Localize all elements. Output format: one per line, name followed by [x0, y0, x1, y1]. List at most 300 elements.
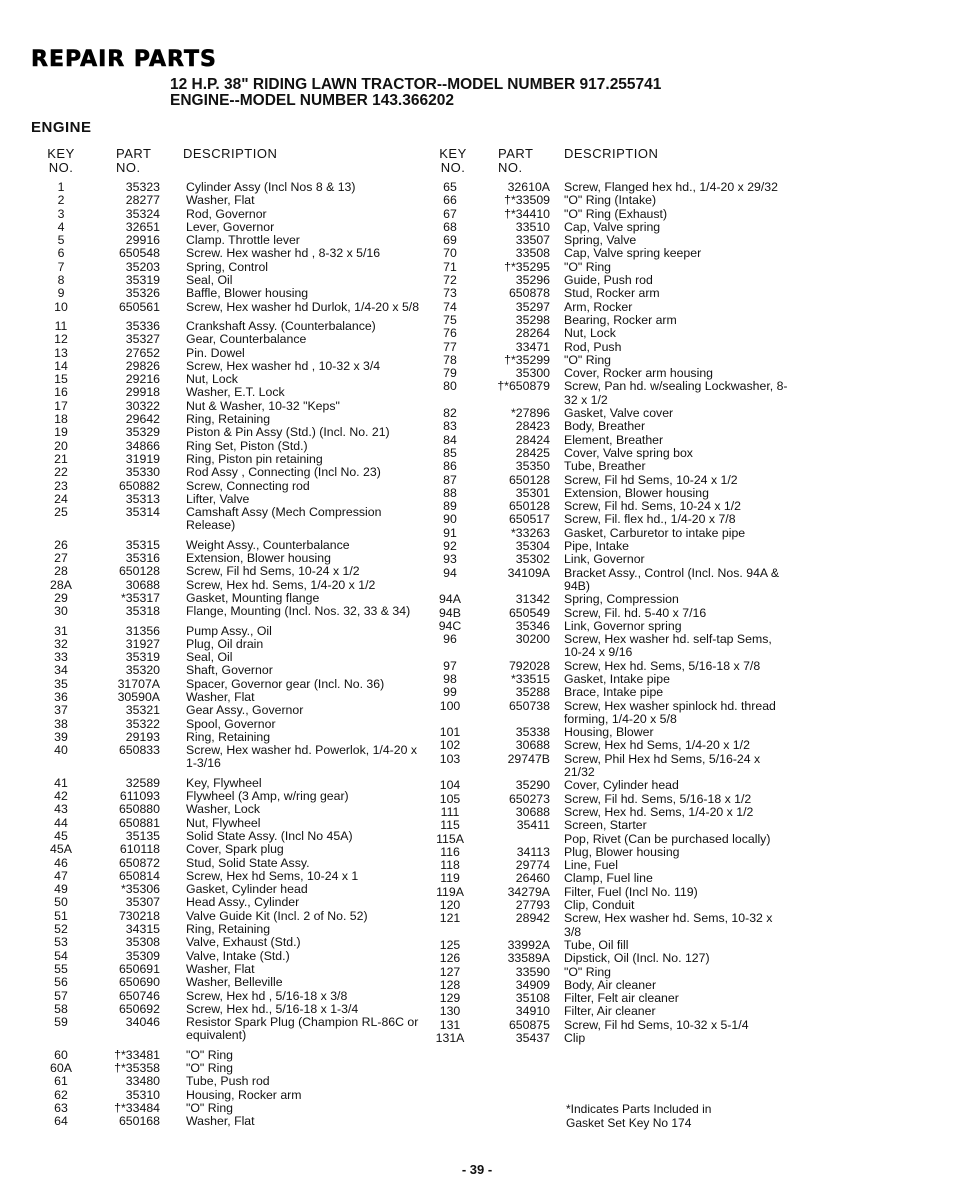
- part-row: [424, 194, 804, 207]
- part-description: Gear Assy., Governor: [186, 703, 304, 718]
- part-row: [424, 846, 804, 859]
- part-number: 27793: [515, 898, 550, 913]
- part-description: Extension, Blower housing: [564, 485, 709, 500]
- part-row: [424, 1032, 804, 1045]
- part-row: [40, 466, 440, 479]
- part-description: Ring Set, Piston (Std.): [186, 438, 308, 453]
- part-description: Screw, Hex washer spinlock hd. thread forming, 1/4-20 x 5/8: [564, 698, 776, 726]
- part-description: Weight Assy., Counterbalance: [186, 537, 350, 552]
- part-row: [40, 731, 440, 744]
- part-row: [40, 803, 440, 816]
- key-number: 12: [54, 332, 68, 347]
- part-number: 34909: [515, 977, 550, 992]
- part-description: Shaft, Governor: [186, 663, 273, 678]
- key-number: 78: [443, 352, 457, 367]
- part-description: Pipe, Intake: [564, 539, 629, 554]
- part-row: [40, 480, 440, 493]
- part-number: 35203: [125, 259, 160, 274]
- key-number: 3: [57, 206, 65, 221]
- part-description: Housing, Rocker arm: [186, 1087, 302, 1102]
- part-description: Nut, Lock: [564, 326, 616, 341]
- part-description: "O" Ring: [564, 352, 612, 367]
- column-header: [40, 147, 440, 181]
- part-number: 29826: [125, 358, 160, 373]
- part-description: Cover, Spark plug: [186, 842, 284, 857]
- part-description: Screw, Fil hd. Sems, 10-24 x 1/2: [564, 499, 742, 514]
- part-description: Screw, Hex washer hd. Sems, 10-32 x 3/8: [564, 911, 773, 939]
- part-row: [40, 274, 440, 287]
- part-number: †*33484: [114, 1100, 160, 1115]
- part-row: [424, 208, 804, 221]
- part-number: 35330: [125, 465, 160, 480]
- part-description: Baffle, Blower housing: [186, 286, 309, 301]
- key-number: 19: [54, 425, 68, 440]
- part-description: Nut & Washer, 10-32 "Keps": [186, 398, 340, 413]
- part-description: Crankshaft Assy. (Counterbalance): [186, 318, 376, 333]
- part-row: [40, 1115, 440, 1128]
- part-no-header: PART NO.: [116, 146, 152, 175]
- key-number: 16: [54, 385, 68, 400]
- part-number: 30590A: [117, 689, 160, 704]
- key-number: 84: [443, 432, 457, 447]
- part-description: Valve Guide Kit (Incl. 2 of No. 52): [186, 908, 368, 923]
- key-number: 43: [54, 802, 68, 817]
- key-number: 116: [440, 844, 460, 859]
- part-number: 30322: [125, 398, 160, 413]
- part-row: [424, 181, 804, 194]
- key-number: 89: [443, 499, 457, 514]
- part-number: *35306: [121, 882, 160, 897]
- part-row: [40, 413, 440, 426]
- part-number: 35135: [125, 828, 160, 843]
- part-description: Screw. Hex washer hd , 8-32 x 5/16: [186, 246, 381, 261]
- part-description: Screw, Fil hd. Sems, 5/16-18 x 1/2: [564, 791, 752, 806]
- part-description: Gasket, Intake pipe: [564, 671, 670, 686]
- key-number: 27: [54, 551, 68, 566]
- part-description: "O" Ring (Exhaust): [564, 206, 668, 221]
- part-description: Screw, Hex washer hd , 10-32 x 3/4: [186, 358, 381, 373]
- key-number: 33: [54, 650, 68, 665]
- part-description: Housing, Blower: [564, 725, 654, 740]
- part-number: 650548: [118, 246, 160, 261]
- key-number: 34: [54, 663, 68, 678]
- part-row: [424, 633, 804, 660]
- part-description: Lifter, Valve: [186, 491, 250, 506]
- part-description: Screw, Phil Hex hd Sems, 5/16-24 x 21/32: [564, 751, 761, 780]
- key-number: 51: [54, 908, 68, 923]
- part-number: 650833: [118, 743, 160, 758]
- part-number: 29774: [515, 858, 550, 873]
- key-number: 8: [57, 273, 65, 288]
- key-number: 130: [439, 1004, 461, 1019]
- part-number: 35302: [515, 552, 550, 567]
- part-number: 35315: [125, 537, 160, 552]
- part-description: Screw, Hex washer hd. Powerlok, 1/4-20 x 1-3/16: [186, 743, 418, 771]
- key-number: 10: [54, 299, 68, 314]
- footnote-line: Gasket Set Key No 174: [566, 1115, 692, 1130]
- key-number: 115: [440, 818, 460, 833]
- part-number: 31342: [515, 592, 550, 607]
- key-number: 53: [54, 935, 68, 950]
- part-number: 35318: [125, 604, 160, 619]
- part-row: [40, 579, 440, 592]
- part-number: 31919: [125, 451, 160, 466]
- part-row: [424, 1019, 804, 1032]
- part-description: "O" Ring: [564, 964, 612, 979]
- part-description: Valve, Intake (Std.): [186, 948, 290, 963]
- key-number: 24: [54, 491, 68, 506]
- part-row: [40, 234, 440, 247]
- part-number: 35297: [515, 299, 550, 314]
- part-row: [40, 744, 440, 771]
- part-number: 650880: [118, 802, 160, 817]
- part-number: 34866: [125, 438, 160, 453]
- part-row: [40, 1016, 440, 1043]
- part-description: Screw, Fil hd Sems, 10-32 x 5-1/4: [564, 1017, 749, 1032]
- part-number: 35313: [125, 491, 160, 506]
- part-description: Link, Governor spring: [564, 618, 682, 633]
- column-header: [424, 147, 804, 181]
- key-number: 70: [443, 246, 457, 261]
- part-number: 650273: [508, 791, 550, 806]
- parts-column-right: [424, 147, 804, 1045]
- part-number: 29918: [125, 385, 160, 400]
- part-description: Screw, Hex hd Sems, 10-24 x 1: [186, 868, 359, 883]
- part-row: [40, 426, 440, 439]
- part-description: Nut, Lock: [186, 372, 238, 387]
- part-number: 26460: [515, 871, 550, 886]
- part-row: [424, 314, 804, 327]
- part-row: [424, 966, 804, 979]
- key-number: 101: [439, 725, 461, 740]
- part-row: [424, 500, 804, 513]
- part-description: Cap, Valve spring keeper: [564, 246, 702, 261]
- key-number: 87: [443, 472, 457, 487]
- part-number: 29193: [125, 729, 160, 744]
- part-number: 35324: [125, 206, 160, 221]
- part-number: 35298: [515, 312, 550, 327]
- key-number: 98: [443, 671, 457, 686]
- key-number: 40: [54, 743, 68, 758]
- part-description: Arm, Rocker: [564, 299, 633, 314]
- key-number: 20: [54, 438, 68, 453]
- part-description: Flywheel (3 Amp, w/ring gear): [186, 789, 349, 804]
- part-row: [40, 1075, 440, 1088]
- part-number: 650878: [508, 286, 550, 301]
- key-number: 131: [439, 1017, 461, 1032]
- part-number: 29642: [125, 412, 160, 427]
- part-description: Screw, Hex hd. Sems, 1/4-20 x 1/2: [564, 804, 754, 819]
- part-row: [424, 1005, 804, 1018]
- part-number: 35319: [125, 650, 160, 665]
- part-number: 35338: [515, 725, 550, 740]
- part-number: 35314: [125, 505, 160, 520]
- part-description: Screw, Hex washer hd. self-tap Sems, 10-24 x 9/16: [564, 632, 772, 660]
- part-description: Guide, Push rod: [564, 273, 653, 288]
- part-number: 650881: [118, 815, 160, 830]
- part-number: 35326: [125, 286, 160, 301]
- key-number: 73: [443, 286, 457, 301]
- part-row: [40, 333, 440, 346]
- part-row: [40, 181, 440, 194]
- key-number: 65: [443, 180, 457, 194]
- key-number: 126: [439, 951, 461, 966]
- part-number: *33263: [511, 525, 550, 540]
- part-row: [40, 440, 440, 453]
- part-description: Piston & Pin Assy (Std.) (Incl. No. 21): [186, 425, 390, 440]
- key-number: 45A: [50, 842, 72, 857]
- key-number: 94C: [438, 618, 462, 633]
- part-row: [40, 777, 440, 790]
- key-number: 44: [54, 815, 68, 830]
- part-row: [424, 567, 804, 594]
- part-row: [40, 664, 440, 677]
- key-number: 71: [443, 259, 457, 274]
- part-row: [424, 886, 804, 899]
- part-description: Valve, Exhaust (Std.): [186, 935, 301, 950]
- part-number: 33508: [515, 246, 550, 261]
- part-description: Washer, Flat: [186, 193, 255, 208]
- key-number: 62: [54, 1087, 68, 1102]
- part-row: [424, 753, 804, 780]
- key-no-header: KEY NO.: [439, 146, 467, 175]
- key-number: 88: [443, 485, 457, 500]
- part-description: Screen, Starter: [564, 818, 647, 833]
- key-number: 37: [54, 703, 68, 718]
- part-row: [424, 354, 804, 367]
- key-number: 66: [443, 193, 457, 208]
- key-number: 42: [54, 789, 68, 804]
- key-number: 56: [54, 975, 68, 990]
- part-row: [40, 638, 440, 651]
- part-row: [40, 592, 440, 605]
- part-description: Bearing, Rocker arm: [564, 312, 677, 327]
- subtitle-engine: ENGINE--MODEL NUMBER 143.366202: [170, 92, 454, 109]
- part-row: [424, 527, 804, 540]
- part-row: [424, 700, 804, 727]
- part-row: [40, 830, 440, 843]
- part-number: 650872: [118, 855, 160, 870]
- part-description: Filter, Air cleaner: [564, 1004, 656, 1019]
- part-number: 35322: [125, 716, 160, 731]
- key-number: 119: [440, 871, 460, 886]
- part-number: *35317: [121, 590, 160, 605]
- part-description: Spring, Compression: [564, 592, 679, 607]
- part-description: Tube, Push rod: [186, 1074, 270, 1089]
- part-row: [40, 287, 440, 300]
- part-number: 30688: [515, 738, 550, 753]
- key-number: 129: [439, 991, 461, 1006]
- part-number: 29916: [125, 233, 160, 248]
- part-row: [40, 870, 440, 883]
- part-number: 33510: [515, 219, 550, 234]
- part-row: [40, 936, 440, 949]
- part-description: Ring, Retaining: [186, 729, 271, 744]
- part-description: Screw, Hex hd Sems, 1/4-20 x 1/2: [564, 738, 750, 753]
- part-row: [424, 420, 804, 433]
- key-number: 36: [54, 689, 68, 704]
- part-row: [424, 261, 804, 274]
- part-description: Cover, Valve spring box: [564, 445, 693, 460]
- part-row: [424, 620, 804, 633]
- key-number: 31: [54, 623, 68, 638]
- part-description: "O" Ring: [186, 1100, 234, 1115]
- part-number: †*650879: [497, 379, 550, 394]
- part-row: [424, 607, 804, 620]
- part-row: [424, 341, 804, 354]
- key-number: 99: [443, 685, 457, 700]
- key-number: 45: [54, 828, 68, 843]
- key-number: 50: [54, 895, 68, 910]
- part-description: Pump Assy., Oil: [186, 623, 272, 638]
- part-description: Rod Assy , Connecting (Incl No. 23): [186, 465, 381, 480]
- part-number: 650128: [118, 564, 160, 579]
- part-number: 650128: [508, 499, 550, 514]
- part-number: 35290: [515, 778, 550, 793]
- part-number: †*34410: [504, 206, 550, 221]
- key-number: 91: [443, 525, 457, 540]
- part-row: [424, 447, 804, 460]
- key-number: 39: [54, 729, 68, 744]
- part-description: Screw, Hex hd , 5/16-18 x 3/8: [186, 988, 348, 1003]
- part-description: Resistor Spark Plug (Champion RL-86C or equivalent): [186, 1015, 419, 1043]
- part-description: Screw, Hex washer hd Durlok, 1/4-20 x 5/8: [186, 299, 420, 314]
- part-description: Spring, Control: [186, 259, 269, 274]
- part-number: 650517: [508, 512, 550, 527]
- part-row: [40, 790, 440, 803]
- part-description: Solid State Assy. (Incl No 45A): [186, 828, 353, 843]
- part-row: [424, 859, 804, 872]
- part-description: Clip: [564, 1031, 586, 1045]
- part-description: Body, Air cleaner: [564, 977, 657, 992]
- part-number: 35336: [125, 318, 160, 333]
- part-description: Stud, Rocker arm: [564, 286, 660, 301]
- part-row: [40, 565, 440, 578]
- key-number: 80: [443, 379, 457, 394]
- part-number: 35329: [125, 425, 160, 440]
- part-row: [40, 691, 440, 704]
- key-number: 29: [54, 590, 68, 605]
- part-number: 34279A: [507, 884, 550, 899]
- part-description: Ring, Retaining: [186, 412, 271, 427]
- part-row: [40, 678, 440, 691]
- part-description: Screw, Fil hd Sems, 10-24 x 1/2: [186, 564, 360, 579]
- part-description: Washer, Flat: [186, 1114, 255, 1129]
- part-row: [424, 912, 804, 939]
- part-number: 28942: [515, 911, 550, 926]
- part-row: [40, 625, 440, 638]
- part-description: Washer, Flat: [186, 689, 255, 704]
- key-number: 52: [54, 922, 68, 937]
- key-number: 94A: [439, 592, 461, 607]
- part-description: Cover, Cylinder head: [564, 778, 679, 793]
- part-row: [424, 593, 804, 606]
- part-description: Screw, Flanged hex hd., 1/4-20 x 29/32: [564, 180, 778, 194]
- key-number: 76: [443, 326, 457, 341]
- key-number: 21: [54, 451, 68, 466]
- part-description: Tube, Breather: [564, 459, 646, 474]
- part-number: †*33509: [504, 193, 550, 208]
- part-number: 35308: [125, 935, 160, 950]
- part-row: [40, 386, 440, 399]
- part-row: [424, 819, 804, 832]
- part-number: 650738: [508, 698, 550, 713]
- part-row: [424, 274, 804, 287]
- part-description: Flange, Mounting (Incl. Nos. 32, 33 & 34): [186, 604, 411, 619]
- part-number: 33590: [515, 964, 550, 979]
- part-row: [40, 493, 440, 506]
- part-number: 650692: [118, 1001, 160, 1016]
- part-description: Tube, Oil fill: [564, 937, 629, 952]
- key-number: 58: [54, 1001, 68, 1016]
- key-number: 55: [54, 961, 68, 976]
- section-heading: ENGINE: [31, 119, 92, 136]
- part-number: 33507: [515, 233, 550, 248]
- part-number: 650746: [118, 988, 160, 1003]
- key-number: 11: [54, 318, 68, 333]
- part-number: 650128: [508, 472, 550, 487]
- key-number: 22: [54, 465, 68, 480]
- part-number: 34910: [515, 1004, 550, 1019]
- key-number: 6: [57, 246, 65, 261]
- part-number: 650549: [508, 605, 550, 620]
- key-number: 54: [54, 948, 68, 963]
- part-row: [40, 552, 440, 565]
- part-row: [40, 1003, 440, 1016]
- part-number: †*33481: [114, 1047, 160, 1062]
- part-description: "O" Ring: [186, 1061, 234, 1075]
- part-row: [424, 553, 804, 566]
- part-row: [424, 234, 804, 247]
- part-description: Ring, Piston pin retaining: [186, 451, 323, 466]
- part-row: [40, 400, 440, 413]
- part-row: [424, 367, 804, 380]
- part-description: Washer, Lock: [186, 802, 261, 817]
- key-number: 7: [57, 259, 65, 274]
- part-description: Body, Breather: [564, 419, 646, 434]
- part-description: Spacer, Governor gear (Incl. No. 36): [186, 676, 385, 691]
- part-row: [40, 347, 440, 360]
- part-row: [424, 952, 804, 965]
- key-number: 92: [443, 539, 457, 554]
- part-description: Cover, Rocker arm housing: [564, 366, 713, 381]
- key-number: 128: [439, 977, 461, 992]
- part-row: [424, 939, 804, 952]
- key-number: 64: [54, 1114, 68, 1129]
- key-number: 18: [54, 412, 68, 427]
- key-number: 94: [443, 565, 457, 580]
- part-number: 33471: [515, 339, 550, 354]
- part-row: [40, 1102, 440, 1115]
- part-row: [424, 899, 804, 912]
- part-row: [424, 247, 804, 260]
- part-number: 27652: [125, 345, 160, 360]
- key-number: 119A: [436, 884, 464, 899]
- part-row: [40, 373, 440, 386]
- part-number: †*35299: [504, 352, 550, 367]
- key-number: 59: [54, 1015, 68, 1030]
- part-number: 28423: [515, 419, 550, 434]
- part-number: 35316: [125, 551, 160, 566]
- description-header: DESCRIPTION: [183, 146, 278, 161]
- page-number: - 39 -: [461, 1162, 493, 1177]
- part-number: 650561: [118, 299, 160, 314]
- key-number: 102: [439, 738, 461, 753]
- part-description: Screw, Pan hd. w/sealing Lockwasher, 8-32 x 1/2: [564, 379, 788, 407]
- key-number: 17: [54, 398, 68, 413]
- part-number: 33480: [125, 1074, 160, 1089]
- part-description: Ring, Retaining: [186, 922, 271, 937]
